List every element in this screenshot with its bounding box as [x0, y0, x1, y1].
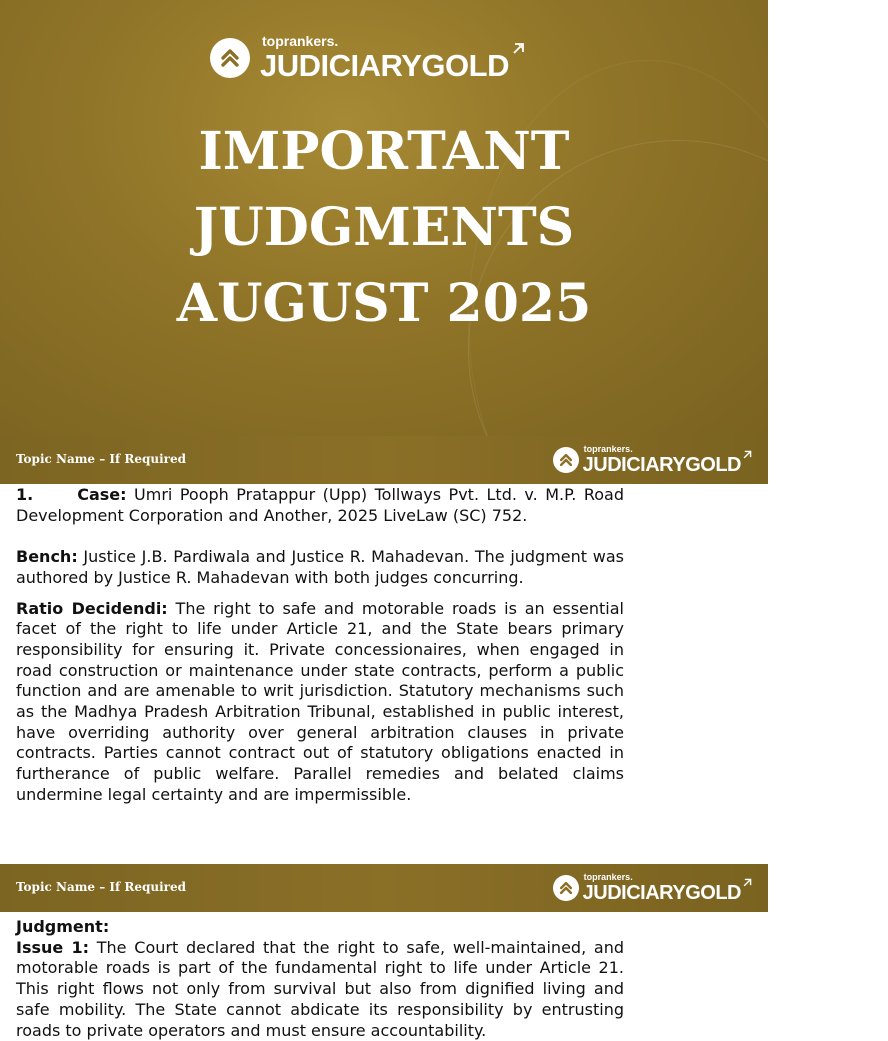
topic-name: Topic Name – If Required: [16, 880, 187, 894]
brand-name: JUDICIARYGOLD: [260, 48, 509, 83]
topic-name: Topic Name – If Required: [16, 452, 187, 466]
page-content: [16, 917, 624, 1040]
brand-name: JUDICIARYGOLD: [582, 454, 741, 476]
chevron-up-badge-icon: [553, 875, 579, 901]
cover-title-line: JUDGMENTS: [193, 197, 575, 258]
judgment-label: Judgment:: [16, 917, 110, 936]
bench-text: Justice J.B. Pardiwala and Justice R. Mahadevan. The judgment was authored by Justice R. Mahadevan with both judges concurring.: [16, 547, 624, 587]
ratio-paragraph: [16, 599, 624, 806]
cover-title-line: AUGUST 2025: [176, 273, 592, 334]
cover-banner: [0, 0, 768, 436]
page-header-bar: [0, 436, 768, 484]
bench-label: Bench:: [16, 547, 78, 567]
issue1-label: Issue 1:: [16, 937, 90, 957]
ratio-label: Ratio Decidendi:: [16, 598, 168, 618]
bench-paragraph: [16, 547, 624, 588]
arrow-up-right-icon: [742, 878, 752, 888]
case-number: 1.: [16, 485, 34, 504]
brand-small-text: toprankers.: [262, 33, 339, 49]
issue1-text: The Court declared that the right to safe, well-maintained, and motorable roads is part of the fundamental right to life under Article 21. This right flows not only from survival but also from dignified living and safe mobility. The State cannot abdicate its responsibility by entrusting roads to private operators and must ensure accountability.: [16, 937, 624, 1040]
arrow-up-right-icon: [742, 450, 752, 460]
ratio-text: The right to safe and motorable roads is an essential facet of the right to life under Article 21, and the State bears primary responsibility for ensuring it. Private concessionaires, when engaged in road construction or maintenance under state contracts, perform a public function and are amenable to writ jurisdiction. Statutory mechanisms such as the Madhya Pradesh Arbitration Tribunal, established in public interest, have overriding authority over general arbitration clauses in private contracts. Parties cannot contract out of statutory obligations enacted in furtherance of public welfare. Parallel remedies and belated claims undermine legal certainty and are impermissible.: [16, 598, 624, 804]
page-header-bar: [0, 864, 768, 912]
cover-title: [0, 114, 768, 342]
cover-title-line: IMPORTANT: [198, 121, 570, 182]
arrow-up-right-icon: [511, 42, 525, 56]
judgment-heading: [16, 917, 624, 938]
brand-small-text: toprankers.: [583, 444, 633, 454]
brand-name: JUDICIARYGOLD: [582, 882, 741, 904]
chevron-up-badge-icon: [210, 38, 250, 78]
case-text: Umri Pooph Pratappur (Upp) Tollways Pvt. Ltd. v. M.P. Road Development Corporation and Another, 2025 LiveLaw (SC) 752.: [16, 485, 625, 525]
page-content: [16, 485, 624, 864]
case-paragraph: [16, 485, 624, 526]
brand-logo: [210, 34, 525, 81]
chevron-up-badge-icon: [553, 447, 579, 473]
brand-small-text: toprankers.: [583, 872, 633, 882]
brand-logo: [553, 445, 752, 475]
case-label: Case:: [77, 485, 127, 504]
brand-logo: [553, 873, 752, 903]
issue1-paragraph: [16, 938, 624, 1041]
